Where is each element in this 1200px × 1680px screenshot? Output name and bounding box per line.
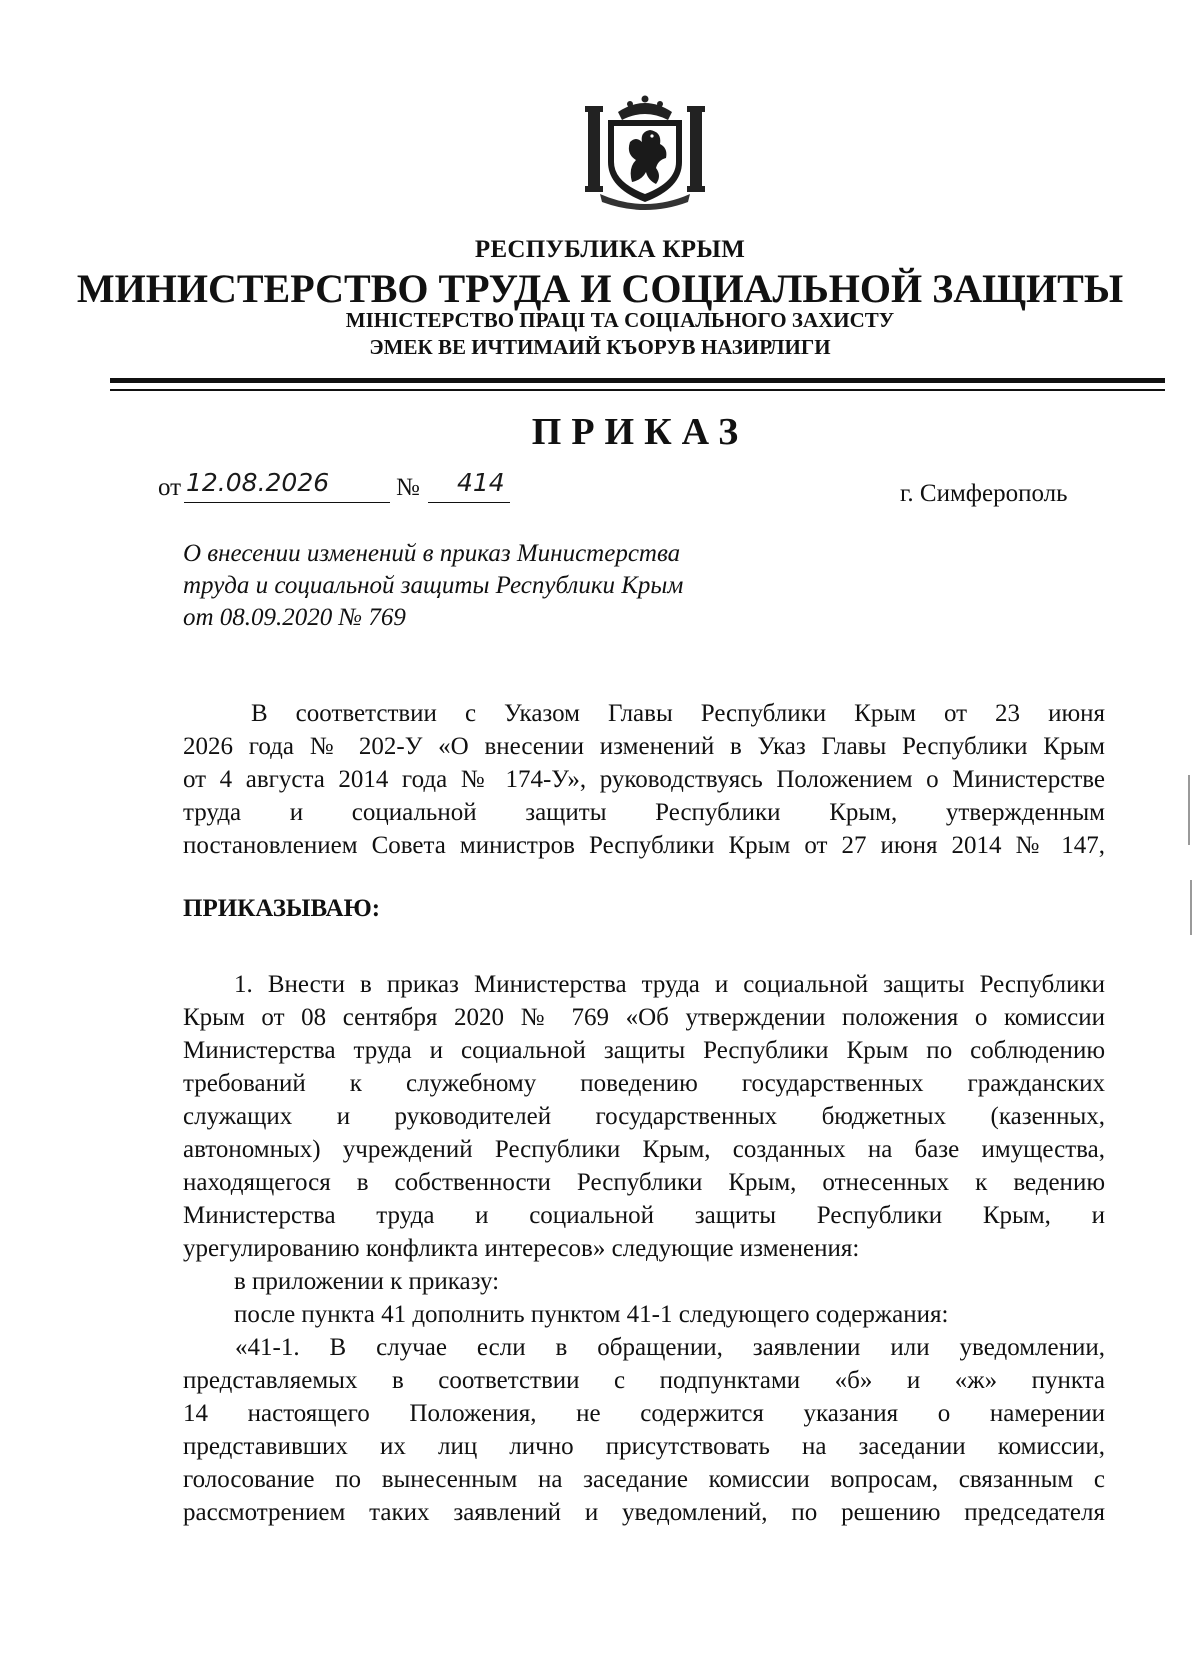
- number-underline: [428, 502, 510, 503]
- preamble-line: от 4 августа 2014 года № 174-У», руководствуясь Положением о Министерстве: [183, 766, 1105, 793]
- document-subject: [183, 538, 683, 634]
- preamble-paragraph: [183, 697, 1105, 862]
- header-divider-thick: [110, 378, 1165, 383]
- subject-line: от 08.09.2020 № 769: [183, 604, 406, 631]
- handwritten-date: 12.08.2026: [186, 468, 330, 497]
- subject-line: труда и социальной защиты Республики Крым: [183, 572, 684, 599]
- item-line: Министерства труда и социальной защиты Республики Крым, и: [183, 1202, 1105, 1229]
- crimea-coat-of-arms-emblem: [570, 90, 720, 210]
- ministry-name-ua: МІНІСТЕРСТВО ПРАЦІ ТА СОЦІАЛЬНОГО ЗАХИСТУ: [345, 308, 895, 332]
- handwritten-number: 414: [457, 468, 505, 497]
- republic-heading: РЕСПУБЛИКА КРЫМ: [474, 236, 746, 263]
- item-line: служащих и руководителей государственных бюджетных (казенных,: [183, 1103, 1105, 1130]
- scan-edge-mark: [1190, 880, 1192, 935]
- header-divider-thin: [110, 389, 1165, 391]
- item-line: голосование по вынесенным на заседание комиссии вопросам, связанным с: [183, 1466, 1105, 1493]
- document-type-title: ПРИКАЗ: [531, 411, 749, 453]
- item-line: представивших их лиц лично присутствовать на заседании комиссии,: [183, 1433, 1105, 1460]
- preamble-line: постановлением Совета министров Республики Крым от 27 июня 2014 № 147,: [183, 832, 1105, 859]
- number-sign: №: [396, 474, 420, 501]
- item-line: требований к служебному поведению государственных гражданских: [183, 1070, 1105, 1097]
- date-prefix: от: [158, 474, 182, 501]
- ministry-name-crimean-tatar: ЭМЕК ВЕ ИЧТИМАИЙ КЪОРУВ НАЗИРЛИГИ: [369, 335, 831, 359]
- item-line: после пункта 41 дополнить пунктом 41-1 следующего содержания:: [234, 1301, 949, 1328]
- item-line: «41-1. В случае если в обращении, заявлении или уведомлении,: [235, 1334, 1105, 1361]
- item-line: находящегося в собственности Республики Крым, отнесенных к ведению: [183, 1169, 1105, 1196]
- preamble-line: В соответствии с Указом Главы Республики Крым от 23 июня: [251, 700, 1105, 727]
- order-items: [183, 968, 1105, 1529]
- scan-edge-mark: [1188, 775, 1190, 845]
- item-line: автономных) учреждений Республики Крым, созданных на базе имущества,: [183, 1136, 1105, 1163]
- item-line: Крым от 08 сентября 2020 № 769 «Об утверждении положения о комиссии: [183, 1004, 1105, 1031]
- item-line: Министерства труда и социальной защиты Республики Крым по соблюдению: [183, 1037, 1105, 1064]
- item-line: 1. Внести в приказ Министерства труда и социальной защиты Республики: [234, 971, 1105, 998]
- preamble-line: 2026 года № 202-У «О внесении изменений в Указ Главы Республики Крым: [183, 733, 1105, 760]
- item-line: представляемых в соответствии с подпунктами «б» и «ж» пункта: [183, 1367, 1105, 1394]
- subject-line: О внесении изменений в приказ Министерства: [183, 540, 681, 567]
- item-line: рассмотрением таких заявлений и уведомлений, по решению председателя: [183, 1499, 1105, 1526]
- date-underline: [184, 502, 390, 503]
- order-directive-heading: ПРИКАЗЫВАЮ:: [183, 895, 381, 922]
- item-line: в приложении к приказу:: [234, 1268, 500, 1295]
- ministry-name-ru: МИНИСТЕРСТВО ТРУДА И СОЦИАЛЬНОЙ ЗАЩИТЫ: [76, 266, 1124, 311]
- item-line: 14 настоящего Положения, не содержится указания о намерении: [183, 1400, 1105, 1427]
- city-label: г. Симферополь: [900, 480, 1068, 507]
- preamble-line: труда и социальной защиты Республики Крым, утвержденным: [183, 799, 1105, 826]
- item-line: урегулированию конфликта интересов» следующие изменения:: [183, 1235, 860, 1262]
